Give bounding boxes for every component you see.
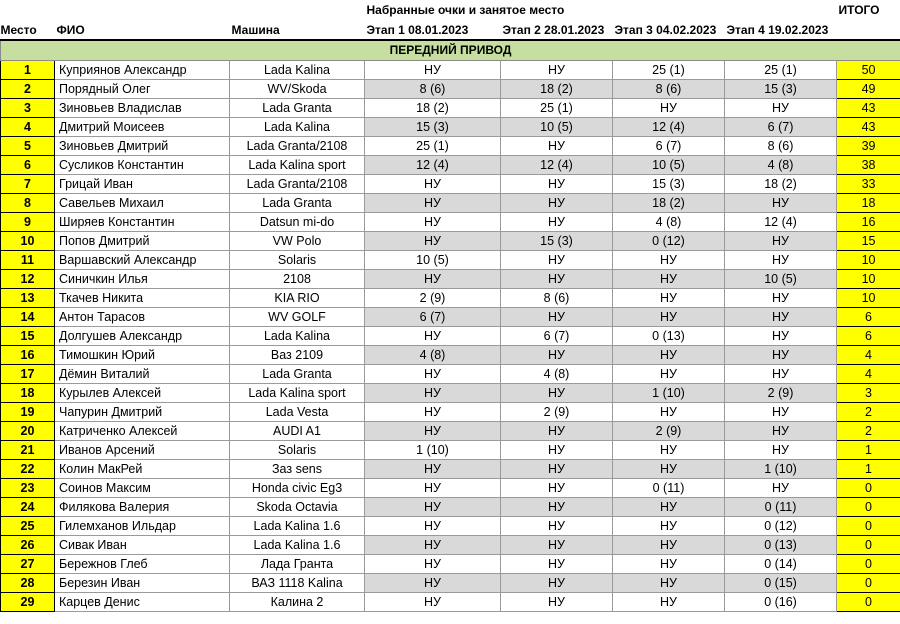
- stage4-cell: НУ: [725, 288, 837, 307]
- stage4-cell: 10 (5): [725, 269, 837, 288]
- stage2-cell: НУ: [501, 269, 613, 288]
- total-cell: 0: [837, 573, 900, 592]
- stage2-cell: 10 (5): [501, 117, 613, 136]
- stage3-cell: НУ: [613, 364, 725, 383]
- stage1-header: Этап 1 08.01.2023: [365, 20, 501, 40]
- total-cell: 0: [837, 592, 900, 611]
- place-cell: 11: [1, 250, 55, 269]
- car-header: Машина: [230, 20, 365, 40]
- total-cell: 0: [837, 535, 900, 554]
- place-cell: 10: [1, 231, 55, 250]
- stage3-cell: НУ: [613, 440, 725, 459]
- car-cell: Калина 2: [230, 592, 365, 611]
- stage2-cell: НУ: [501, 478, 613, 497]
- place-cell: 5: [1, 136, 55, 155]
- car-cell: Honda civic Eg3: [230, 478, 365, 497]
- name-cell: Сусликов Константин: [55, 155, 230, 174]
- header-row-2: [1, 20, 900, 40]
- stage2-cell: НУ: [501, 345, 613, 364]
- car-cell: Lada Kalina: [230, 60, 365, 79]
- stage2-cell: НУ: [501, 193, 613, 212]
- table-row: [1, 136, 900, 155]
- stage2-cell: НУ: [501, 174, 613, 193]
- stage2-cell: НУ: [501, 516, 613, 535]
- car-cell: WV GOLF: [230, 307, 365, 326]
- name-cell: Дмитрий Моисеев: [55, 117, 230, 136]
- name-cell: Карцев Денис: [55, 592, 230, 611]
- table-row: [1, 231, 900, 250]
- stage2-cell: НУ: [501, 383, 613, 402]
- total-cell: 0: [837, 478, 900, 497]
- total-cell: 10: [837, 250, 900, 269]
- stage2-cell: НУ: [501, 535, 613, 554]
- stage1-cell: НУ: [365, 478, 501, 497]
- name-cell: Савельев Михаил: [55, 193, 230, 212]
- total-cell: 2: [837, 402, 900, 421]
- stage2-cell: НУ: [501, 60, 613, 79]
- place-cell: 17: [1, 364, 55, 383]
- place-header: Место: [1, 20, 55, 40]
- name-cell: Ширяев Константин: [55, 212, 230, 231]
- table-row: [1, 573, 900, 592]
- name-cell: Филякова Валерия: [55, 497, 230, 516]
- total-header: ИТОГО: [838, 3, 880, 17]
- table-row: [1, 478, 900, 497]
- total-cell: 38: [837, 155, 900, 174]
- name-cell: Варшавский Александр: [55, 250, 230, 269]
- name-cell: Синичкин Илья: [55, 269, 230, 288]
- name-cell: Грицай Иван: [55, 174, 230, 193]
- car-cell: WV/Skoda: [230, 79, 365, 98]
- stage3-cell: 8 (6): [613, 79, 725, 98]
- stage1-cell: НУ: [365, 269, 501, 288]
- stage1-cell: 4 (8): [365, 345, 501, 364]
- name-cell: Бережнов Глеб: [55, 554, 230, 573]
- stage4-cell: 12 (4): [725, 212, 837, 231]
- name-cell: Долгушев Александр: [55, 326, 230, 345]
- car-cell: Lada Kalina sport: [230, 155, 365, 174]
- stage4-cell: НУ: [725, 421, 837, 440]
- stage1-cell: 18 (2): [365, 98, 501, 117]
- stage1-cell: НУ: [365, 383, 501, 402]
- stage2-cell: 15 (3): [501, 231, 613, 250]
- stage3-cell: 12 (4): [613, 117, 725, 136]
- table-row: [1, 174, 900, 193]
- total-cell: 10: [837, 288, 900, 307]
- stage1-cell: 15 (3): [365, 117, 501, 136]
- stage4-header: Этап 4 19.02.2023: [725, 20, 837, 40]
- total-cell: 3: [837, 383, 900, 402]
- stage3-cell: НУ: [613, 402, 725, 421]
- place-cell: 14: [1, 307, 55, 326]
- total-cell: 10: [837, 269, 900, 288]
- stage2-cell: НУ: [501, 592, 613, 611]
- stage2-cell: 2 (9): [501, 402, 613, 421]
- name-cell: Попов Дмитрий: [55, 231, 230, 250]
- section-row: [1, 40, 900, 60]
- total-cell: 18: [837, 193, 900, 212]
- car-cell: Lada Granta/2108: [230, 136, 365, 155]
- stage2-header: Этап 2 28.01.2023: [501, 20, 613, 40]
- stage4-cell: 18 (2): [725, 174, 837, 193]
- name-cell: Иванов Арсений: [55, 440, 230, 459]
- stage1-cell: НУ: [365, 535, 501, 554]
- car-cell: AUDI A1: [230, 421, 365, 440]
- table-row: [1, 535, 900, 554]
- car-cell: Заз sens: [230, 459, 365, 478]
- stage4-cell: 0 (15): [725, 573, 837, 592]
- place-cell: 25: [1, 516, 55, 535]
- name-cell: Зиновьев Владислав: [55, 98, 230, 117]
- stage1-cell: НУ: [365, 231, 501, 250]
- stage1-cell: 12 (4): [365, 155, 501, 174]
- car-cell: Lada Granta: [230, 364, 365, 383]
- stage3-cell: 18 (2): [613, 193, 725, 212]
- name-cell: Куприянов Александр: [55, 60, 230, 79]
- total-cell: 0: [837, 497, 900, 516]
- table-row: [1, 402, 900, 421]
- place-cell: 22: [1, 459, 55, 478]
- stage4-cell: НУ: [725, 193, 837, 212]
- stage3-cell: 25 (1): [613, 60, 725, 79]
- stage3-cell: НУ: [613, 573, 725, 592]
- table-row: [1, 288, 900, 307]
- stage2-cell: НУ: [501, 497, 613, 516]
- total-cell: 0: [837, 516, 900, 535]
- place-cell: 1: [1, 60, 55, 79]
- stage4-cell: 25 (1): [725, 60, 837, 79]
- car-cell: Lada Granta: [230, 193, 365, 212]
- total-cell: 1: [837, 440, 900, 459]
- car-cell: 2108: [230, 269, 365, 288]
- stage2-cell: 6 (7): [501, 326, 613, 345]
- table-row: [1, 440, 900, 459]
- stage4-cell: 15 (3): [725, 79, 837, 98]
- place-cell: 2: [1, 79, 55, 98]
- header-row-1: [1, 0, 900, 20]
- stage1-cell: НУ: [365, 554, 501, 573]
- car-cell: Lada Kalina 1.6: [230, 516, 365, 535]
- section-title: ПЕРЕДНИЙ ПРИВОД: [1, 40, 900, 60]
- stage4-cell: НУ: [725, 402, 837, 421]
- stage3-cell: НУ: [613, 497, 725, 516]
- place-cell: 9: [1, 212, 55, 231]
- stage3-cell: 0 (13): [613, 326, 725, 345]
- name-cell: Соинов Максим: [55, 478, 230, 497]
- name-header: ФИО: [55, 20, 230, 40]
- table-row: [1, 98, 900, 117]
- stage3-cell: 6 (7): [613, 136, 725, 155]
- name-cell: Катриченко Алексей: [55, 421, 230, 440]
- place-cell: 3: [1, 98, 55, 117]
- name-cell: Зиновьев Дмитрий: [55, 136, 230, 155]
- stage3-cell: 10 (5): [613, 155, 725, 174]
- stage1-cell: 25 (1): [365, 136, 501, 155]
- table-row: [1, 554, 900, 573]
- stage1-cell: 10 (5): [365, 250, 501, 269]
- stage3-cell: НУ: [613, 345, 725, 364]
- stage4-cell: НУ: [725, 307, 837, 326]
- stage4-cell: 0 (11): [725, 497, 837, 516]
- stage3-cell: НУ: [613, 554, 725, 573]
- place-cell: 26: [1, 535, 55, 554]
- stage4-cell: НУ: [725, 98, 837, 117]
- total-cell: 33: [837, 174, 900, 193]
- table-row: [1, 459, 900, 478]
- stage1-cell: НУ: [365, 573, 501, 592]
- stage3-cell: 15 (3): [613, 174, 725, 193]
- table-row: [1, 117, 900, 136]
- car-cell: Lada Kalina: [230, 117, 365, 136]
- stage2-cell: 18 (2): [501, 79, 613, 98]
- table-row: [1, 421, 900, 440]
- place-cell: 27: [1, 554, 55, 573]
- car-cell: ВАЗ 1118 Kalina: [230, 573, 365, 592]
- table-row: [1, 250, 900, 269]
- total-cell: 39: [837, 136, 900, 155]
- car-cell: Skoda Octavia: [230, 497, 365, 516]
- stage1-cell: 6 (7): [365, 307, 501, 326]
- place-cell: 16: [1, 345, 55, 364]
- stage1-cell: НУ: [365, 402, 501, 421]
- total-cell: 1: [837, 459, 900, 478]
- name-cell: Курылев Алексей: [55, 383, 230, 402]
- stage2-cell: НУ: [501, 250, 613, 269]
- stage3-cell: НУ: [613, 98, 725, 117]
- stage3-cell: НУ: [613, 250, 725, 269]
- stage2-cell: 8 (6): [501, 288, 613, 307]
- table-row: [1, 383, 900, 402]
- table-row: [1, 212, 900, 231]
- total-cell: 6: [837, 326, 900, 345]
- total-cell: 15: [837, 231, 900, 250]
- stage4-cell: 2 (9): [725, 383, 837, 402]
- place-cell: 18: [1, 383, 55, 402]
- total-cell: 4: [837, 364, 900, 383]
- table-row: [1, 516, 900, 535]
- stage2-cell: НУ: [501, 459, 613, 478]
- total-cell: 49: [837, 79, 900, 98]
- stage4-cell: 6 (7): [725, 117, 837, 136]
- table-row: [1, 60, 900, 79]
- stage4-cell: 1 (10): [725, 459, 837, 478]
- car-cell: Лада Гранта: [230, 554, 365, 573]
- place-cell: 28: [1, 573, 55, 592]
- stage4-cell: 8 (6): [725, 136, 837, 155]
- stage1-cell: НУ: [365, 193, 501, 212]
- place-cell: 4: [1, 117, 55, 136]
- stage4-cell: НУ: [725, 478, 837, 497]
- car-cell: Lada Granta/2108: [230, 174, 365, 193]
- stage1-cell: НУ: [365, 459, 501, 478]
- stage1-cell: НУ: [365, 421, 501, 440]
- car-cell: Datsun mi-do: [230, 212, 365, 231]
- stage3-cell: НУ: [613, 459, 725, 478]
- stage2-cell: НУ: [501, 554, 613, 573]
- place-cell: 12: [1, 269, 55, 288]
- name-cell: Березин Иван: [55, 573, 230, 592]
- place-cell: 29: [1, 592, 55, 611]
- stage4-cell: НУ: [725, 326, 837, 345]
- stage4-cell: НУ: [725, 250, 837, 269]
- table-row: [1, 497, 900, 516]
- total-cell: 43: [837, 117, 900, 136]
- stage3-cell: 0 (11): [613, 478, 725, 497]
- table-row: [1, 345, 900, 364]
- stage1-cell: НУ: [365, 516, 501, 535]
- stage2-cell: НУ: [501, 421, 613, 440]
- stage1-cell: 2 (9): [365, 288, 501, 307]
- stage2-cell: НУ: [501, 573, 613, 592]
- stages-group-header: Набранные очки и занятое место: [366, 3, 565, 17]
- stage1-cell: НУ: [365, 497, 501, 516]
- stage2-cell: 12 (4): [501, 155, 613, 174]
- place-cell: 19: [1, 402, 55, 421]
- stage1-cell: НУ: [365, 592, 501, 611]
- stage4-cell: 0 (13): [725, 535, 837, 554]
- stage1-cell: 1 (10): [365, 440, 501, 459]
- place-cell: 6: [1, 155, 55, 174]
- car-cell: Lada Kalina: [230, 326, 365, 345]
- stage1-cell: НУ: [365, 174, 501, 193]
- stage2-cell: НУ: [501, 440, 613, 459]
- stage4-cell: НУ: [725, 345, 837, 364]
- place-cell: 24: [1, 497, 55, 516]
- car-cell: Lada Vesta: [230, 402, 365, 421]
- car-cell: Solaris: [230, 250, 365, 269]
- total-cell: 2: [837, 421, 900, 440]
- name-cell: Ткачев Никита: [55, 288, 230, 307]
- place-cell: 8: [1, 193, 55, 212]
- stage3-cell: 4 (8): [613, 212, 725, 231]
- place-cell: 20: [1, 421, 55, 440]
- table-row: [1, 155, 900, 174]
- stage3-cell: НУ: [613, 592, 725, 611]
- stage4-cell: НУ: [725, 440, 837, 459]
- name-cell: Колин МакРей: [55, 459, 230, 478]
- table-row: [1, 269, 900, 288]
- stage2-cell: 25 (1): [501, 98, 613, 117]
- place-cell: 13: [1, 288, 55, 307]
- car-cell: VW Polo: [230, 231, 365, 250]
- stage2-cell: 4 (8): [501, 364, 613, 383]
- total-cell: 4: [837, 345, 900, 364]
- place-cell: 15: [1, 326, 55, 345]
- name-cell: Дёмин Виталий: [55, 364, 230, 383]
- total-cell: 43: [837, 98, 900, 117]
- car-cell: Lada Granta: [230, 98, 365, 117]
- car-cell: Lada Kalina sport: [230, 383, 365, 402]
- place-cell: 7: [1, 174, 55, 193]
- place-cell: 23: [1, 478, 55, 497]
- total-cell: 6: [837, 307, 900, 326]
- stage1-cell: НУ: [365, 212, 501, 231]
- stage1-cell: НУ: [365, 60, 501, 79]
- stage4-cell: 0 (12): [725, 516, 837, 535]
- stage3-cell: НУ: [613, 535, 725, 554]
- name-cell: Гилемханов Ильдар: [55, 516, 230, 535]
- stage3-cell: НУ: [613, 288, 725, 307]
- table-row: [1, 364, 900, 383]
- table-row: [1, 79, 900, 98]
- name-cell: Чапурин Дмитрий: [55, 402, 230, 421]
- name-cell: Порядный Олег: [55, 79, 230, 98]
- table-row: [1, 193, 900, 212]
- stage3-cell: 0 (12): [613, 231, 725, 250]
- stage3-cell: 2 (9): [613, 421, 725, 440]
- stage1-cell: 8 (6): [365, 79, 501, 98]
- total-cell: 16: [837, 212, 900, 231]
- place-cell: 21: [1, 440, 55, 459]
- stage2-cell: НУ: [501, 307, 613, 326]
- table-row: [1, 307, 900, 326]
- total-cell: 50: [837, 60, 900, 79]
- stage2-cell: НУ: [501, 136, 613, 155]
- stage1-cell: НУ: [365, 364, 501, 383]
- stage4-cell: 0 (16): [725, 592, 837, 611]
- name-cell: Сивак Иван: [55, 535, 230, 554]
- stage3-cell: НУ: [613, 269, 725, 288]
- car-cell: Lada Kalina 1.6: [230, 535, 365, 554]
- table-row: [1, 326, 900, 345]
- name-cell: Тимошкин Юрий: [55, 345, 230, 364]
- car-cell: KIA RIO: [230, 288, 365, 307]
- stage2-cell: НУ: [501, 212, 613, 231]
- total-cell: 0: [837, 554, 900, 573]
- stage4-cell: НУ: [725, 231, 837, 250]
- stage4-cell: НУ: [725, 364, 837, 383]
- car-cell: Solaris: [230, 440, 365, 459]
- name-cell: Антон Тарасов: [55, 307, 230, 326]
- stage3-cell: НУ: [613, 516, 725, 535]
- car-cell: Ваз 2109: [230, 345, 365, 364]
- stage3-header: Этап 3 04.02.2023: [613, 20, 725, 40]
- stage4-cell: 0 (14): [725, 554, 837, 573]
- stage3-cell: 1 (10): [613, 383, 725, 402]
- stage4-cell: 4 (8): [725, 155, 837, 174]
- stage3-cell: НУ: [613, 307, 725, 326]
- table-row: [1, 592, 900, 611]
- stage1-cell: НУ: [365, 326, 501, 345]
